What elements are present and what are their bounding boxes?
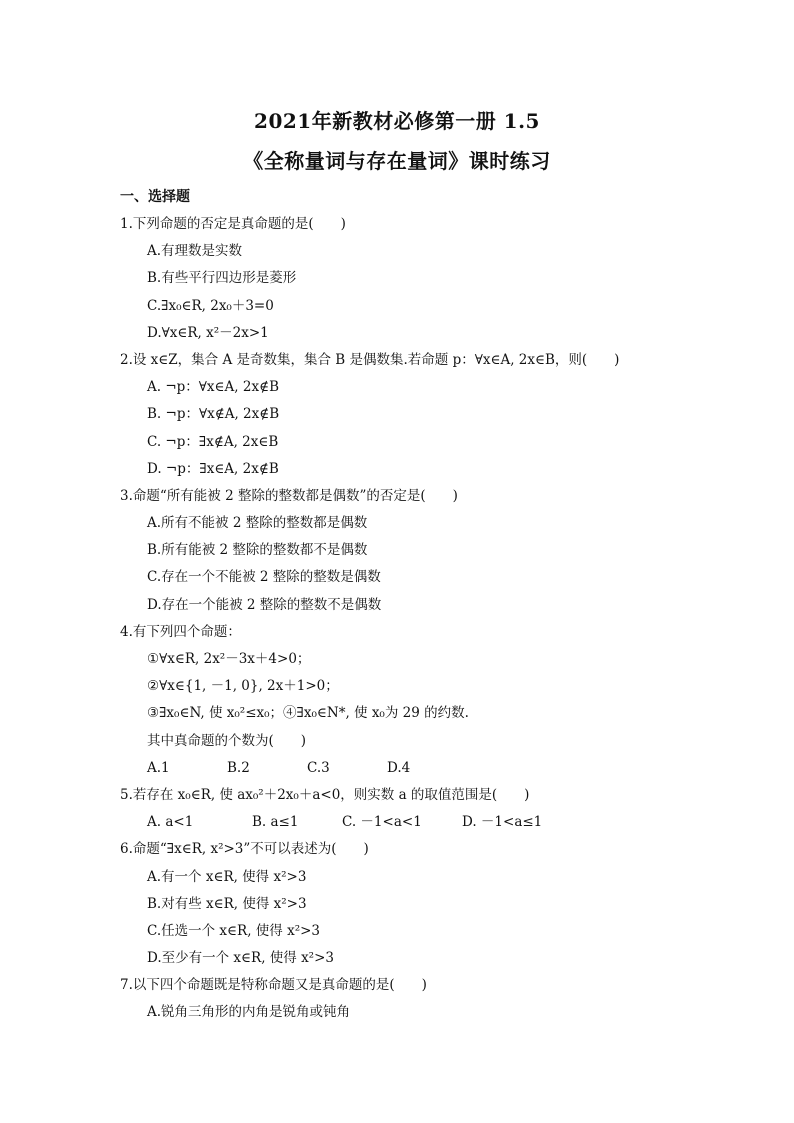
question-3-option-a: A.所有不能被 2 整除的整数都是偶数	[147, 515, 368, 532]
question-3-option-c: C.存在一个不能被 2 整除的整数是偶数	[147, 569, 381, 586]
question-2-stem: 2.设 x∈Z，集合 A 是奇数集，集合 B 是偶数集.若命题 p：∀x∈A, 2x∈B，则( )	[120, 351, 620, 368]
document-subtitle: 《全称量词与存在量词》课时练习	[243, 149, 551, 173]
question-4-item-3: ③∃x₀∈N, 使 x₀²≤x₀；④∃x₀∈N*, 使 x₀为 29 的约数.	[147, 705, 469, 722]
question-list	[120, 211, 720, 1027]
question-6-stem: 6.命题“∃x∈R, x²>3”不可以表述为( )	[120, 841, 369, 858]
question-4-item-1: ①∀x∈R, 2x²－3x＋4>0；	[147, 651, 311, 667]
question-4-stem: 4.有下列四个命题：	[120, 623, 241, 640]
question-1-option-d: D.∀x∈R, x²－2x>1	[147, 324, 269, 341]
question-4-option-c: C.3	[307, 759, 330, 776]
question-6-option-c: C.任选一个 x∈R, 使得 x²>3	[147, 922, 321, 939]
question-2-option-c: C. ¬p：∃x∉A, 2x∈B	[147, 433, 279, 450]
question-3-option-b: B.所有能被 2 整除的整数都不是偶数	[147, 542, 368, 559]
question-7-option-a: A.锐角三角形的内角是锐角或钝角	[147, 1004, 351, 1021]
question-4-options	[120, 755, 720, 782]
question-1-stem: 1.下列命题的否定是真命题的是( )	[120, 216, 346, 232]
question-3-stem: 3.命题“所有能被 2 整除的整数都是偶数”的否定是( )	[120, 487, 458, 504]
document-title: 2021年新教材必修第一册 1.5	[254, 109, 540, 133]
question-5-option-d: D. －1<a≤1	[462, 814, 543, 831]
question-6-option-b: B.对有些 x∈R, 使得 x²>3	[147, 895, 307, 912]
question-7-stem: 7.以下四个命题既是特称命题又是真命题的是( )	[120, 977, 427, 994]
question-4-prompt: 其中真命题的个数为( )	[147, 732, 307, 749]
question-2-option-a: A. ¬p：∀x∈A, 2x∉B	[147, 379, 279, 396]
question-6-option-a: A.有一个 x∈R, 使得 x²>3	[147, 868, 307, 885]
question-1-option-a: A.有理数是实数	[147, 243, 243, 260]
question-5-option-b: B. a≤1	[252, 814, 299, 831]
question-5-options	[120, 809, 720, 836]
question-4-option-a: A.1	[147, 759, 170, 776]
question-1-option-b: B.有些平行四边形是菱形	[147, 270, 297, 287]
section-heading: 一、选择题	[120, 189, 190, 205]
question-1-option-c: C.∃x₀∈R, 2x₀＋3=0	[147, 297, 274, 314]
question-4-item-2: ②∀x∈{1, －1, 0}, 2x＋1>0；	[147, 678, 339, 695]
question-4-option-d: D.4	[387, 759, 411, 776]
question-2-option-b: B. ¬p：∀x∉A, 2x∉B	[147, 406, 280, 423]
question-5-stem: 5.若存在 x₀∈R, 使 ax₀²＋2x₀＋a<0，则实数 a 的取值范围是( )	[120, 786, 530, 803]
question-5-option-a: A. a<1	[147, 814, 194, 831]
question-6-option-d: D.至少有一个 x∈R, 使得 x²>3	[147, 950, 334, 967]
question-3-option-d: D.存在一个能被 2 整除的整数不是偶数	[147, 596, 382, 613]
question-4-option-b: B.2	[227, 759, 250, 776]
question-2-option-d: D. ¬p：∃x∈A, 2x∉B	[147, 460, 279, 477]
question-5-option-c: C. －1<a<1	[342, 814, 422, 831]
